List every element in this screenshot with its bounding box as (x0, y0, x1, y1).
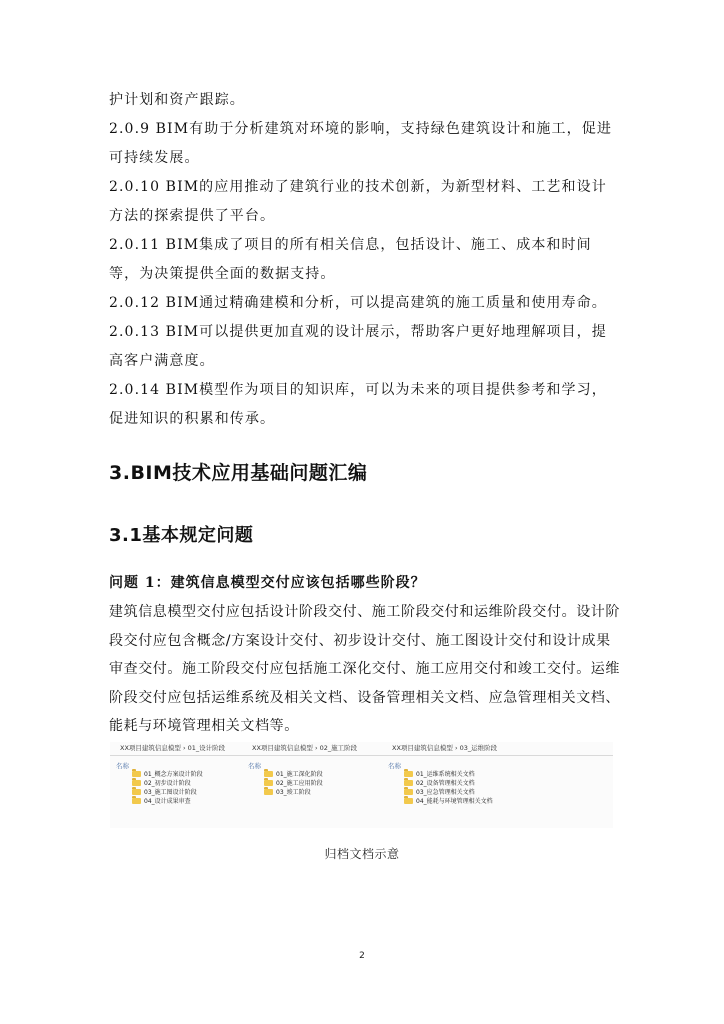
figure-caption: 归档文档示意 (324, 847, 400, 861)
paragraph-2-0-14: 2.0.14 BIM模型作为项目的知识库，可以为未来的项目提供参考和学习，促进知识的积累和传承。 (109, 382, 607, 427)
breadcrumb: XX项目建筑信息模型 › 03_运维阶段 (382, 742, 613, 756)
folder-icon (404, 780, 413, 786)
paragraph-2-0-12: 2.0.12 BIM通过精确建模和分析，可以提高建筑的施工质量和使用寿命。 (109, 295, 607, 311)
folder-label: 02_施工应用阶段 (276, 780, 323, 787)
folder-label: 03_竣工阶段 (276, 789, 311, 796)
folder-icon (264, 771, 273, 777)
paragraph-2-0-9: 2.0.9 BIM有助于分析建筑对环境的影响，支持绿色建筑设计和施工，促进可持续发展。 (109, 121, 612, 166)
folder-label: 01_概念方案设计阶段 (144, 771, 203, 778)
paragraph-2-0-11: 2.0.11 BIM集成了项目的所有相关信息，包括设计、施工、成本和时间等，为决策提供全面的数据支持。 (109, 237, 592, 282)
paragraph-2-0-10: 2.0.10 BIM的应用推动了建筑行业的技术创新，为新型材料、工艺和设计方法的探索提供了平台。 (109, 179, 607, 224)
column-header: 名称 (116, 762, 129, 770)
folder-icon (132, 780, 141, 786)
folder-label: 01_施工深化阶段 (276, 771, 323, 778)
subsection-heading: 3.1基本规定问题 (109, 525, 254, 546)
folder-item[interactable] (404, 788, 613, 797)
folder-label: 01_运维系统相关文档 (416, 771, 475, 778)
folder-item[interactable] (264, 770, 382, 779)
folder-label: 02_设备管理相关文档 (416, 780, 475, 787)
folder-icon (404, 771, 413, 777)
explorer-panel-construction (242, 742, 382, 828)
page-number: 2 (359, 951, 365, 961)
column-header: 名称 (388, 762, 401, 770)
archive-folders-figure (110, 742, 613, 828)
question-title: 问题 1：建筑信息模型交付应该包括哪些阶段？ (109, 575, 426, 591)
folder-label: 04_能耗与环境管理相关文档 (416, 798, 493, 805)
explorer-panel-operation (382, 742, 613, 828)
folder-icon (132, 798, 141, 804)
folder-label: 02_初步设计阶段 (144, 780, 191, 787)
folder-label: 03_施工图设计阶段 (144, 789, 197, 796)
paragraph-2-0-13: 2.0.13 BIM可以提供更加直观的设计展示，帮助客户更好地理解项目，提高客户满意度。 (109, 324, 607, 369)
section-heading: 3.BIM技术应用基础问题汇编 (109, 462, 368, 484)
folder-icon (404, 789, 413, 795)
folder-item[interactable] (404, 797, 613, 806)
breadcrumb: XX项目建筑信息模型 › 01_设计阶段 (110, 742, 270, 756)
folder-icon (132, 789, 141, 795)
folder-item[interactable] (264, 788, 382, 797)
folder-item[interactable] (404, 779, 613, 788)
folder-icon (264, 789, 273, 795)
folder-item[interactable] (264, 779, 382, 788)
folder-icon (404, 798, 413, 804)
folder-label: 04_设计成果审查 (144, 798, 191, 805)
breadcrumb: XX项目建筑信息模型 › 02_施工阶段 (242, 742, 382, 756)
folder-icon (264, 780, 273, 786)
folder-label: 03_应急管理相关文档 (416, 789, 475, 796)
column-header: 名称 (248, 762, 261, 770)
folder-icon (132, 771, 141, 777)
question-answer: 建筑信息模型交付应包括设计阶段交付、施工阶段交付和运维阶段交付。设计阶段交付应包含概念/方案设计交付、初步设计交付、施工图设计交付和设计成果审查交付。施工阶段交付应包括施工深化交付、施工应用交付和竣工交付。运维阶段交付应包括运维系统及相关文档、设备管理相关文档、应急管理相关文档、能耗与环境管理相关文档等。 (109, 604, 620, 734)
folder-item[interactable] (404, 770, 613, 779)
paragraph-continuation: 护计划和资产跟踪。 (109, 92, 245, 108)
